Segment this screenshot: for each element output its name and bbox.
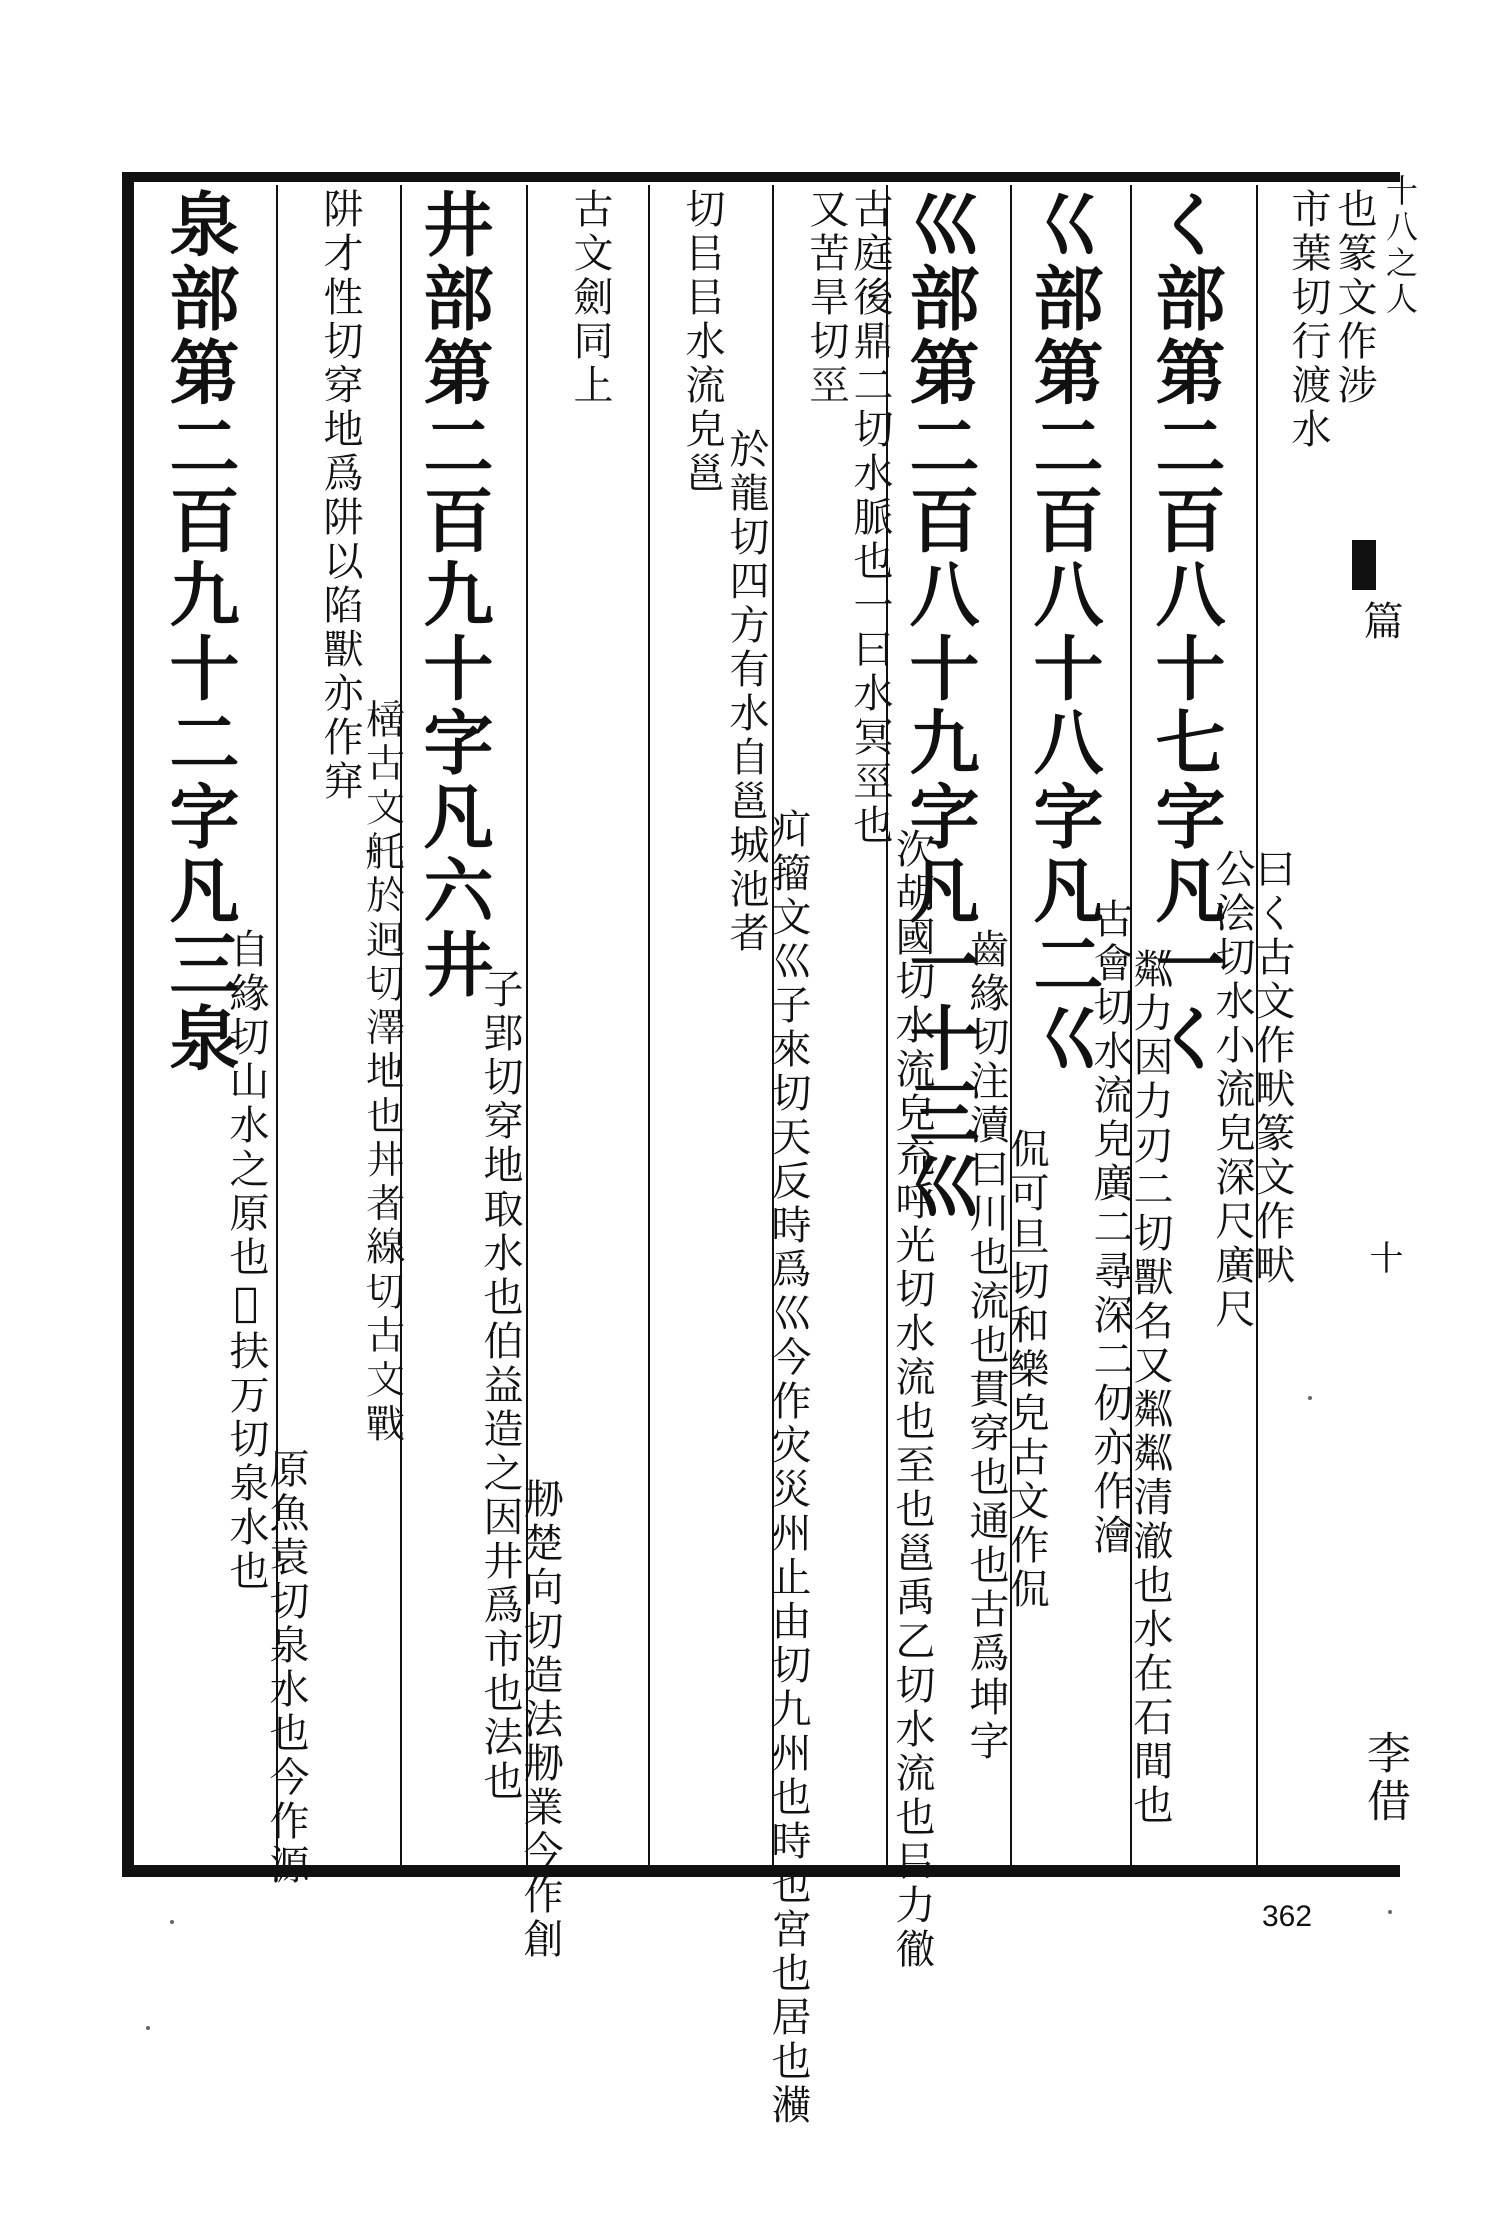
column-line: 侃可旦切和樂皃古文作侃 bbox=[1003, 1128, 1049, 1612]
margin-mark: 十 bbox=[1363, 1240, 1403, 1278]
column-line: 原魚袁切泉水也今作源 bbox=[263, 1448, 309, 1888]
column-line: 曰く古文作畎篆文作畎 bbox=[1249, 848, 1295, 1288]
column-line: 古庭後鼎二切水脈也一曰水冥巠也 bbox=[847, 188, 893, 848]
column-line: 粼力因力刃二切獸名又粼粼清澈也水在石間也 bbox=[1127, 948, 1173, 1828]
scan-speck bbox=[1388, 1910, 1392, 1914]
section-heading: 井部第二百九十字凡六井 bbox=[412, 188, 495, 1002]
column-line: 𣚍古文𦨎於迥切澤地也丼者線切古文戰 bbox=[361, 698, 407, 1446]
text-column-10 bbox=[150, 188, 309, 1888]
margin-fragment-top: 十八之人 bbox=[1381, 174, 1419, 318]
section-heading: 巛部第二百八十九字凡一十三巛 bbox=[898, 188, 981, 1224]
section-heading: 巜部第二百八十八字凡二巜 bbox=[1022, 188, 1105, 1076]
column-line: 㽱籀文巛子來切天反時爲巛今作灾災州止由切九州也時也宮也居也㶇 bbox=[765, 808, 811, 2128]
page-number: 362 bbox=[1262, 1900, 1313, 1933]
margin-tab-label: 篇 bbox=[1357, 600, 1403, 644]
scan-speck bbox=[1308, 1396, 1312, 1400]
column-line: 刱楚向切造法刱業今作創 bbox=[517, 1478, 563, 1962]
column-line: 齒緣切注瀆曰川也流也貫穿也通也古爲坤字 bbox=[963, 928, 1009, 1764]
section-heading: く部第二百八十七字凡一く bbox=[1144, 188, 1227, 1076]
text-column-6 bbox=[652, 188, 811, 2128]
column-line: 市葉切行渡水 bbox=[1285, 188, 1331, 452]
text-column-8 bbox=[404, 188, 563, 1962]
column-line: 又苦旱切巠 bbox=[803, 188, 849, 408]
column-line: 古文劍同上 bbox=[567, 188, 613, 408]
column-line: 於龍切四方有水自邕城池者 bbox=[723, 428, 769, 956]
column-line: 自緣切山水之原也𡖚扶万切泉水也 bbox=[223, 928, 269, 1594]
column-line: 子郢切穿地取水也伯益造之因井爲市也法也 bbox=[477, 968, 523, 1804]
column-line: 阱才性切穿地爲阱以陷獸亦作穽 bbox=[317, 188, 363, 804]
margin-tab-mark bbox=[1352, 540, 1376, 590]
text-column-3 bbox=[1014, 188, 1173, 1868]
column-line: 古會切水流皃廣二尋深二仞亦作澮 bbox=[1087, 898, 1133, 1558]
column-line: 切㠯㠯水流皃邕 bbox=[679, 188, 725, 496]
column-rule bbox=[1010, 185, 1012, 1873]
scan-speck bbox=[146, 2026, 150, 2030]
column-line: 也篆文作涉 bbox=[1331, 188, 1377, 408]
column-line: 㳄胡國切水流皃㐬呼光切水流也至也邕禹乙切水流也㠯力徹 bbox=[889, 828, 935, 1972]
scan-speck bbox=[170, 1920, 174, 1924]
section-heading: 泉部第二百九十二字凡三泉 bbox=[158, 188, 241, 1076]
column-line: 公浍切水小流皃深尺廣尺 bbox=[1209, 848, 1255, 1332]
margin-fragment-bottom: 李借 bbox=[1359, 1730, 1410, 1826]
